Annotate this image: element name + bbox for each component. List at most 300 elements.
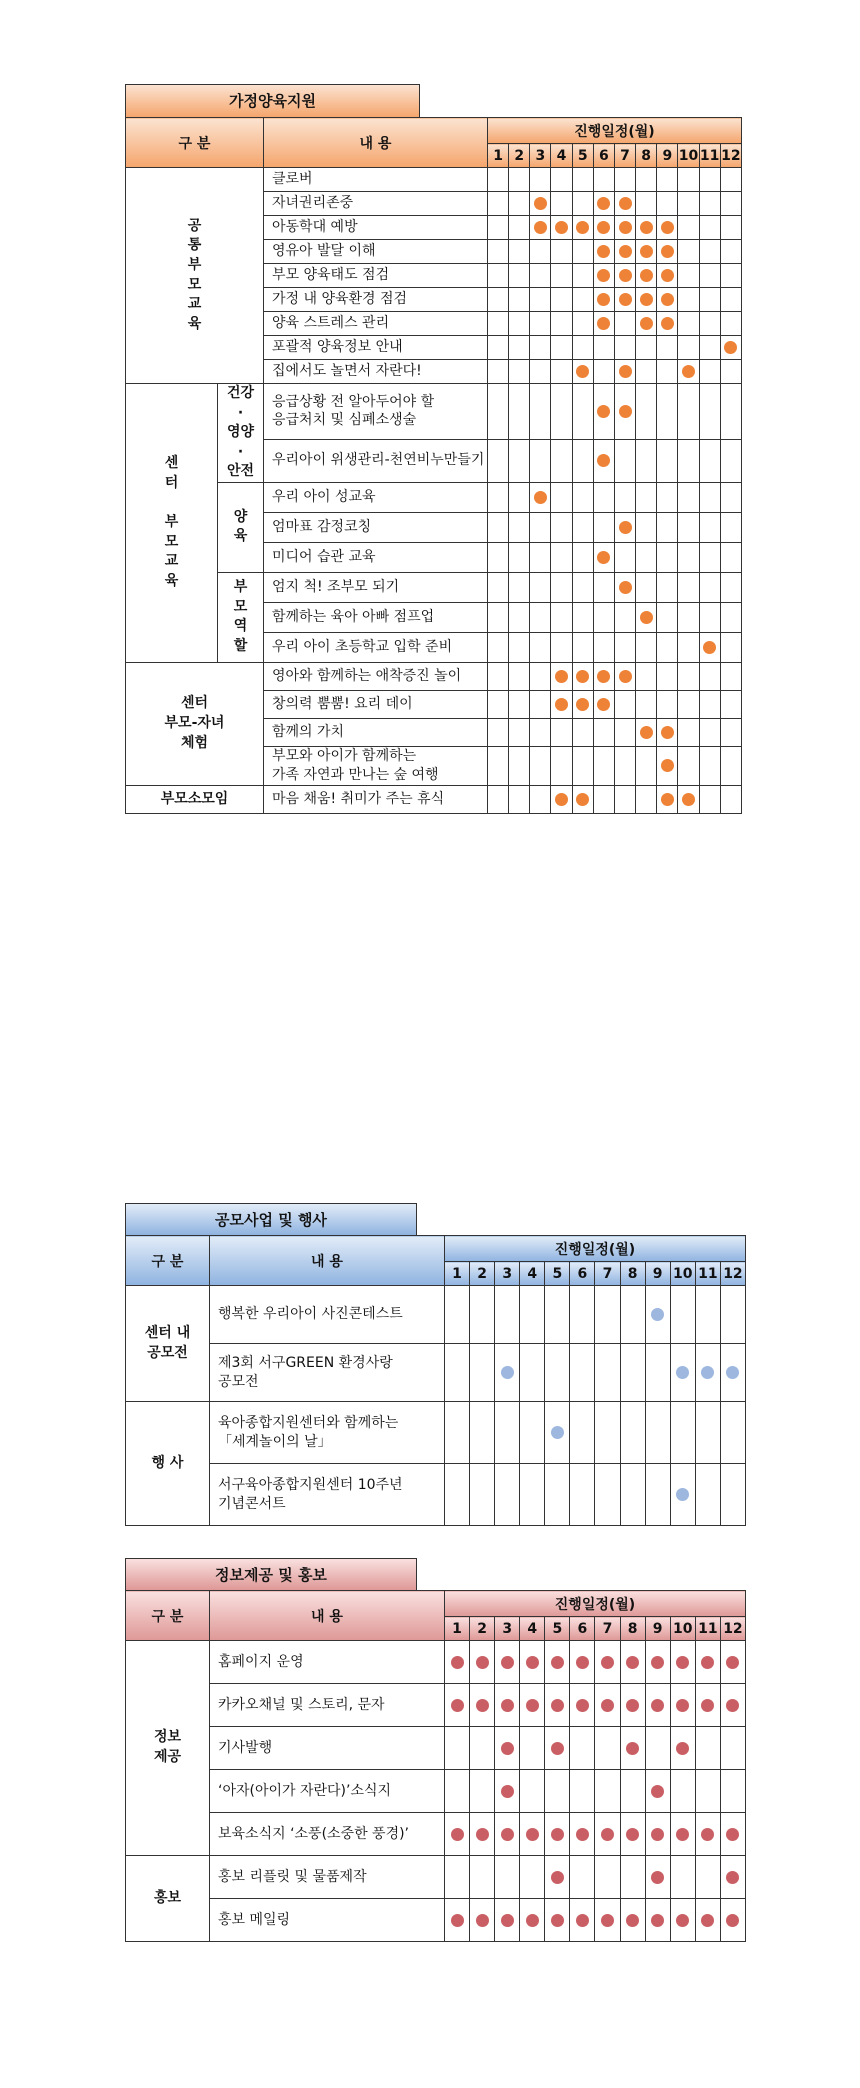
schedule-item: [210, 1856, 445, 1899]
month-cell: [699, 785, 720, 813]
group-center-parent-education: [126, 384, 218, 663]
schedule-item: [264, 312, 488, 336]
month-cell: [699, 746, 720, 785]
month-cell: [470, 1286, 495, 1344]
month-header: 10: [670, 1617, 695, 1641]
schedule-item-label: 부모와 아이가 함께하는 가족 자연과 만나는 숲 여행: [272, 747, 439, 783]
scheduled-dot: [501, 1785, 514, 1798]
schedule-item-label: 창의력 뿜뿜! 요리 데이: [272, 696, 413, 713]
month-cell: [488, 360, 509, 384]
month-cell: [699, 216, 720, 240]
month-cell: [530, 785, 551, 813]
month-cell: [720, 1641, 745, 1684]
scheduled-dot: [619, 293, 632, 306]
month-header: 7: [595, 1617, 620, 1641]
month-cell: [530, 216, 551, 240]
month-cell: [509, 384, 530, 440]
month-cell: [570, 1641, 595, 1684]
month-cell: [495, 1727, 520, 1770]
month-cell: [614, 240, 635, 264]
month-cell: [695, 1464, 720, 1526]
month-cell: [570, 1770, 595, 1813]
month-cell: [678, 360, 699, 384]
month-cell: [720, 572, 741, 602]
month-cell: [620, 1344, 645, 1402]
month-cell: [657, 264, 678, 288]
scheduled-dot: [576, 698, 589, 711]
scheduled-dot: [619, 581, 632, 594]
month-cell: [720, 718, 741, 746]
month-cell: [593, 602, 614, 632]
scheduled-dot: [526, 1656, 539, 1669]
month-cell: [488, 602, 509, 632]
month-cell: [445, 1402, 470, 1464]
month-cell: [572, 572, 593, 602]
month-cell: [530, 336, 551, 360]
month-cell: [572, 662, 593, 690]
schedule-item: [264, 482, 488, 512]
month-cell: [488, 168, 509, 192]
month-cell: [636, 746, 657, 785]
month-cell: [620, 1641, 645, 1684]
month-cell: [636, 336, 657, 360]
month-cell: [695, 1286, 720, 1344]
month-cell: [570, 1813, 595, 1856]
month-cell: [670, 1641, 695, 1684]
month-cell: [593, 662, 614, 690]
month-cell: [720, 192, 741, 216]
month-cell: [614, 746, 635, 785]
group-events: [126, 1402, 210, 1526]
month-cell: [509, 602, 530, 632]
month-cell: [545, 1402, 570, 1464]
month-cell: [572, 384, 593, 440]
scheduled-dot: [640, 317, 653, 330]
scheduled-dot: [451, 1828, 464, 1841]
month-cell: [699, 602, 720, 632]
month-cell: [488, 264, 509, 288]
schedule-item: [264, 216, 488, 240]
scheduled-dot: [555, 221, 568, 234]
month-cell: [614, 264, 635, 288]
month-cell: [551, 785, 572, 813]
schedule-item: [210, 1286, 445, 1344]
schedule-item: [264, 336, 488, 360]
subgroup-parenting-label: 양 육: [233, 508, 248, 545]
month-cell: [645, 1641, 670, 1684]
schedule-item-label: 카카오채널 및 스토리, 문자: [218, 1696, 385, 1713]
month-cell: [657, 542, 678, 572]
month-header: 8: [620, 1617, 645, 1641]
scheduled-dot: [576, 793, 589, 806]
month-cell: [572, 785, 593, 813]
scheduled-dot: [676, 1366, 689, 1379]
scheduled-dot: [597, 551, 610, 564]
month-header: 1: [445, 1617, 470, 1641]
month-cell: [551, 384, 572, 440]
scheduled-dot: [701, 1699, 714, 1712]
month-cell: [572, 482, 593, 512]
group-common-parent-education-label: 공 통 부 모 교 육: [187, 217, 202, 332]
month-cell: [720, 360, 741, 384]
scheduled-dot: [501, 1914, 514, 1927]
scheduled-dot: [501, 1366, 514, 1379]
month-cell: [593, 632, 614, 662]
month-cell: [572, 168, 593, 192]
month-cell: [551, 312, 572, 336]
scheduled-dot: [661, 317, 674, 330]
group-common-parent-education: [126, 168, 264, 384]
scheduled-dot: [676, 1828, 689, 1841]
scheduled-dot: [534, 221, 547, 234]
schedule-item: [210, 1813, 445, 1856]
month-cell: [551, 572, 572, 602]
month-cell: [570, 1856, 595, 1899]
scheduled-dot: [597, 405, 610, 418]
month-header: 11: [699, 144, 720, 168]
month-cell: [614, 312, 635, 336]
month-header: 5: [545, 1262, 570, 1286]
month-cell: [551, 662, 572, 690]
month-cell: [570, 1899, 595, 1942]
scheduled-dot: [526, 1699, 539, 1712]
month-cell: [470, 1899, 495, 1942]
month-header: 4: [520, 1617, 545, 1641]
schedule-header: 진행일정(월): [445, 1236, 746, 1262]
month-cell: [695, 1813, 720, 1856]
scheduled-dot: [576, 1656, 589, 1669]
scheduled-dot: [619, 197, 632, 210]
month-cell: [572, 264, 593, 288]
month-cell: [620, 1813, 645, 1856]
scheduled-dot: [476, 1656, 489, 1669]
month-cell: [645, 1344, 670, 1402]
month-cell: [593, 288, 614, 312]
month-cell: [509, 168, 530, 192]
month-cell: [445, 1770, 470, 1813]
schedule-item: [264, 168, 488, 192]
schedule-item-label: 육아종합지원센터와 함께하는 「세계놀이의 날」: [218, 1414, 399, 1450]
month-cell: [445, 1813, 470, 1856]
month-cell: [509, 718, 530, 746]
month-header: 8: [620, 1262, 645, 1286]
scheduled-dot: [551, 1828, 564, 1841]
month-cell: [678, 572, 699, 602]
month-cell: [657, 168, 678, 192]
month-cell: [495, 1770, 520, 1813]
scheduled-dot: [676, 1656, 689, 1669]
month-cell: [470, 1684, 495, 1727]
month-cell: [614, 192, 635, 216]
scheduled-dot: [576, 670, 589, 683]
month-cell: [614, 288, 635, 312]
scheduled-dot: [619, 670, 632, 683]
month-cell: [657, 482, 678, 512]
month-cell: [520, 1402, 545, 1464]
group-promotion-label: 홍보: [153, 1890, 182, 1907]
month-cell: [699, 288, 720, 312]
scheduled-dot: [619, 521, 632, 534]
month-cell: [620, 1727, 645, 1770]
month-cell: [645, 1402, 670, 1464]
month-cell: [530, 572, 551, 602]
scheduled-dot: [676, 1488, 689, 1501]
schedule-item-label: 집에서도 놀면서 자란다!: [272, 363, 422, 380]
month-cell: [678, 192, 699, 216]
month-cell: [488, 746, 509, 785]
month-cell: [614, 602, 635, 632]
schedule-item-label: 마음 채움! 취미가 주는 휴식: [272, 790, 445, 807]
month-header: 7: [614, 144, 635, 168]
month-cell: [551, 264, 572, 288]
month-cell: [614, 718, 635, 746]
month-cell: [470, 1770, 495, 1813]
scheduled-dot: [555, 793, 568, 806]
content-header: 내 용: [210, 1591, 445, 1641]
month-cell: [657, 746, 678, 785]
scheduled-dot: [555, 670, 568, 683]
month-header: 12: [720, 1262, 745, 1286]
month-cell: [530, 746, 551, 785]
category-header: 구 분: [126, 118, 264, 168]
month-cell: [495, 1402, 520, 1464]
month-cell: [488, 512, 509, 542]
scheduled-dot: [640, 245, 653, 258]
month-cell: [678, 718, 699, 746]
month-cell: [545, 1684, 570, 1727]
group-promotion: [126, 1856, 210, 1942]
month-cell: [530, 662, 551, 690]
month-header: 12: [720, 144, 741, 168]
month-cell: [520, 1286, 545, 1344]
month-cell: [620, 1286, 645, 1344]
month-cell: [699, 168, 720, 192]
month-cell: [720, 439, 741, 482]
scheduled-dot: [551, 1914, 564, 1927]
month-header: 5: [545, 1617, 570, 1641]
month-cell: [636, 662, 657, 690]
month-cell: [657, 288, 678, 312]
month-cell: [572, 192, 593, 216]
month-cell: [593, 240, 614, 264]
month-cell: [699, 572, 720, 602]
group-info-provision-label: 정보 제공: [153, 1729, 182, 1765]
month-cell: [572, 512, 593, 542]
month-cell: [551, 192, 572, 216]
month-cell: [614, 439, 635, 482]
schedule-item-label: 서구육아종합지원센터 10주년 기념콘서트: [218, 1476, 403, 1512]
month-cell: [488, 690, 509, 718]
scheduled-dot: [597, 269, 610, 282]
schedule-header: 진행일정(월): [445, 1591, 746, 1617]
month-cell: [570, 1684, 595, 1727]
scheduled-dot: [703, 641, 716, 654]
scheduled-dot: [626, 1914, 639, 1927]
month-cell: [551, 690, 572, 718]
scheduled-dot: [451, 1914, 464, 1927]
month-cell: [593, 572, 614, 602]
scheduled-dot: [619, 365, 632, 378]
month-cell: [720, 336, 741, 360]
month-cell: [636, 482, 657, 512]
month-cell: [720, 1344, 745, 1402]
month-cell: [551, 632, 572, 662]
month-cell: [509, 192, 530, 216]
section-title-info-promo: [125, 1558, 417, 1590]
month-cell: [678, 216, 699, 240]
month-cell: [488, 482, 509, 512]
month-cell: [699, 662, 720, 690]
month-cell: [657, 384, 678, 440]
month-cell: [614, 572, 635, 602]
month-cell: [470, 1727, 495, 1770]
month-cell: [520, 1899, 545, 1942]
month-cell: [445, 1727, 470, 1770]
month-cell: [699, 312, 720, 336]
month-cell: [551, 240, 572, 264]
content-header: 내 용: [264, 118, 488, 168]
month-cell: [614, 512, 635, 542]
month-cell: [509, 288, 530, 312]
schedule-item-label: 엄지 척! 조부모 되기: [272, 579, 400, 596]
month-cell: [720, 482, 741, 512]
month-cell: [593, 312, 614, 336]
month-cell: [593, 482, 614, 512]
month-cell: [488, 542, 509, 572]
month-cell: [720, 240, 741, 264]
scheduled-dot: [597, 245, 610, 258]
schedule-item-label: 응급상황 전 알아두어야 할 응급처치 및 심폐소생술: [272, 393, 435, 429]
month-cell: [570, 1402, 595, 1464]
month-cell: [530, 384, 551, 440]
month-cell: [678, 482, 699, 512]
month-header: 11: [695, 1262, 720, 1286]
month-cell: [636, 288, 657, 312]
month-cell: [495, 1899, 520, 1942]
section-title-text: 정보제공 및 홍보: [215, 1566, 327, 1584]
scheduled-dot: [576, 221, 589, 234]
month-cell: [572, 746, 593, 785]
schedule-item: [264, 384, 488, 440]
schedule-item: [264, 602, 488, 632]
month-cell: [593, 512, 614, 542]
month-cell: [551, 360, 572, 384]
month-header: 2: [470, 1262, 495, 1286]
month-cell: [545, 1464, 570, 1526]
scheduled-dot: [601, 1656, 614, 1669]
month-cell: [636, 718, 657, 746]
group-center-parent-education-label: 센 터 부 모 교 육: [164, 455, 179, 589]
month-cell: [595, 1402, 620, 1464]
scheduled-dot: [676, 1699, 689, 1712]
month-cell: [495, 1641, 520, 1684]
month-cell: [488, 384, 509, 440]
schedule-item-label: 양육 스트레스 관리: [272, 315, 390, 332]
scheduled-dot: [626, 1828, 639, 1841]
month-cell: [699, 439, 720, 482]
month-cell: [720, 1684, 745, 1727]
month-cell: [657, 785, 678, 813]
month-cell: [678, 384, 699, 440]
month-cell: [657, 192, 678, 216]
month-cell: [551, 718, 572, 746]
month-cell: [699, 718, 720, 746]
month-cell: [593, 439, 614, 482]
month-cell: [614, 632, 635, 662]
month-header: 5: [572, 144, 593, 168]
scheduled-dot: [661, 726, 674, 739]
month-cell: [614, 360, 635, 384]
schedule-item-label: 우리 아이 초등학교 입학 준비: [272, 639, 453, 656]
month-cell: [593, 718, 614, 746]
month-cell: [657, 240, 678, 264]
scheduled-dot: [555, 698, 568, 711]
month-cell: [595, 1856, 620, 1899]
schedule-item-label: 함께하는 육아 아빠 점프업: [272, 609, 435, 626]
schedule-item: [264, 288, 488, 312]
month-cell: [678, 632, 699, 662]
schedule-header: 진행일정(월): [488, 118, 742, 144]
month-cell: [614, 384, 635, 440]
month-cell: [530, 264, 551, 288]
scheduled-dot: [640, 611, 653, 624]
schedule-item: [264, 512, 488, 542]
month-cell: [545, 1344, 570, 1402]
month-cell: [695, 1684, 720, 1727]
month-cell: [595, 1899, 620, 1942]
month-cell: [695, 1727, 720, 1770]
scheduled-dot: [726, 1366, 739, 1379]
scheduled-dot: [640, 269, 653, 282]
month-header: 8: [636, 144, 657, 168]
month-cell: [614, 216, 635, 240]
schedule-item: [264, 662, 488, 690]
month-cell: [657, 632, 678, 662]
month-cell: [572, 336, 593, 360]
month-cell: [593, 542, 614, 572]
scheduled-dot: [726, 1828, 739, 1841]
month-cell: [595, 1344, 620, 1402]
month-cell: [720, 602, 741, 632]
month-cell: [645, 1464, 670, 1526]
month-cell: [720, 512, 741, 542]
scheduled-dot: [640, 726, 653, 739]
month-cell: [670, 1813, 695, 1856]
scheduled-dot: [551, 1699, 564, 1712]
scheduled-dot: [526, 1828, 539, 1841]
month-cell: [530, 542, 551, 572]
month-cell: [488, 216, 509, 240]
month-cell: [678, 288, 699, 312]
month-cell: [530, 632, 551, 662]
month-cell: [720, 1286, 745, 1344]
subgroup-parent-role-label: 부 모 역 할: [233, 579, 248, 655]
month-header: 10: [678, 144, 699, 168]
month-cell: [488, 572, 509, 602]
schedule-item: [210, 1684, 445, 1727]
month-cell: [509, 572, 530, 602]
scheduled-dot: [501, 1828, 514, 1841]
scheduled-dot: [640, 293, 653, 306]
month-cell: [678, 512, 699, 542]
month-cell: [509, 662, 530, 690]
month-cell: [545, 1770, 570, 1813]
month-cell: [593, 785, 614, 813]
month-cell: [670, 1286, 695, 1344]
month-cell: [720, 1899, 745, 1942]
scheduled-dot: [661, 293, 674, 306]
month-cell: [720, 1813, 745, 1856]
